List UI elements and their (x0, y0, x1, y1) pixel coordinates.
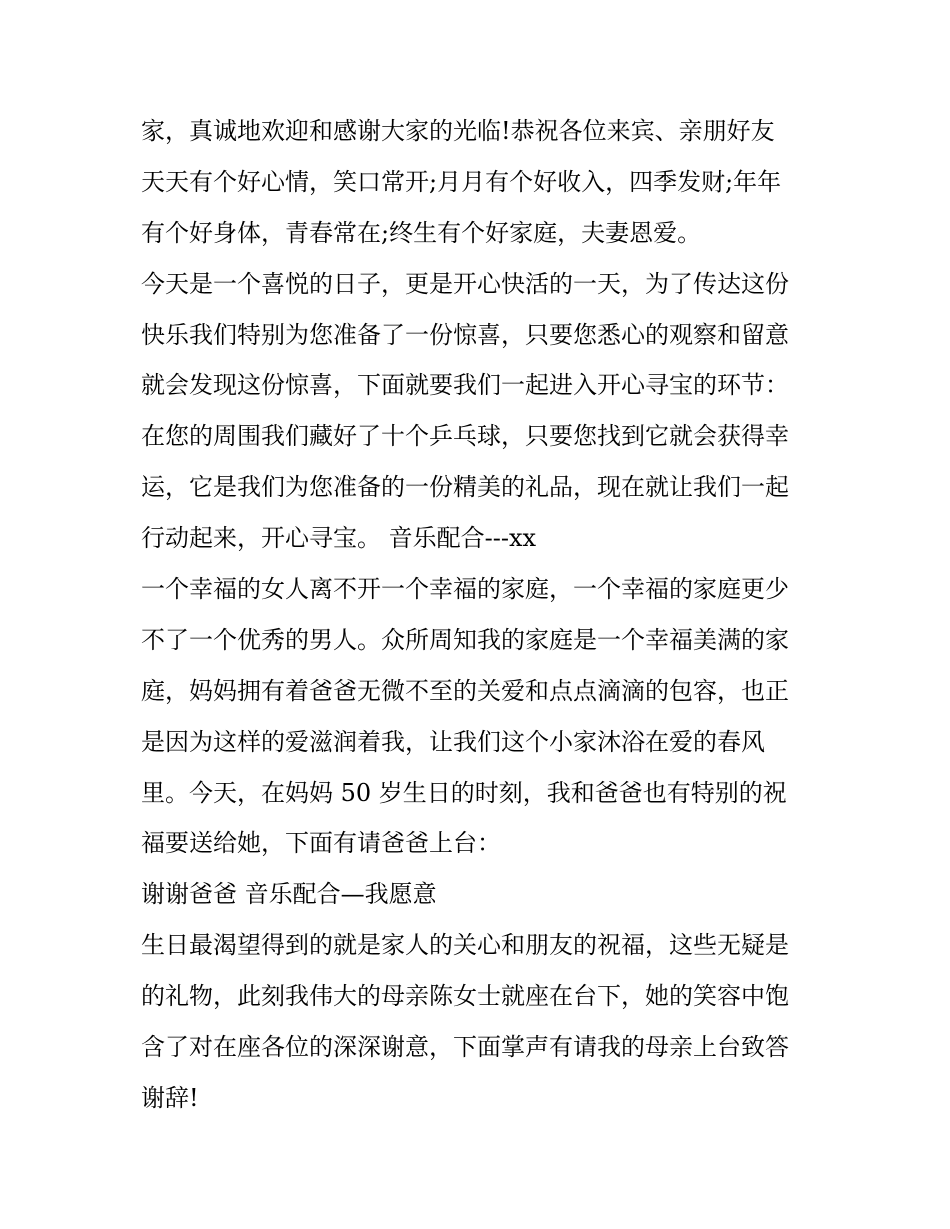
text-line: 快乐我们特别为您准备了一份惊喜，只要您悉心的观察和留意 (141, 320, 789, 349)
text-line: 含了对在座各位的深深谢意，下面掌声有请我的母亲上台致答 (141, 1033, 789, 1062)
text-line: 运，它是我们为您准备的一份精美的礼品，现在就让我们一起 (141, 473, 789, 502)
text-line: 一个幸福的女人离不开一个幸福的家庭，一个幸福的家庭更少 (141, 575, 789, 604)
text-line: 今天是一个喜悦的日子，更是开心快活的一天，为了传达这份 (141, 269, 789, 298)
text-line: 谢辞! (141, 1083, 199, 1112)
text-line: 就会发现这份惊喜，下面就要我们一起进入开心寻宝的环节： (141, 371, 789, 400)
text-line: 福要送给她，下面有请爸爸上台： (141, 829, 501, 858)
text-line: 不了一个优秀的男人。众所周知我的家庭是一个幸福美满的家 (141, 625, 789, 654)
text-line: 谢谢爸爸 音乐配合—我愿意 (141, 880, 437, 909)
text-line: 家，真诚地欢迎和感谢大家的光临!恭祝各位来宾、亲朋好友 (141, 117, 775, 145)
text-line: 是因为这样的爱滋润着我，让我们这个小家沐浴在爱的春风 (141, 727, 765, 756)
text-line: 庭，妈妈拥有着爸爸无微不至的关爱和点点滴滴的包容，也正 (141, 676, 789, 705)
text-line: 在您的周围我们藏好了十个乒乓球，只要您找到它就会获得幸 (141, 422, 789, 451)
document-body (141, 106, 821, 1124)
text-line: 的礼物，此刻我伟大的母亲陈女士就座在台下，她的笑容中饱 (141, 982, 789, 1011)
text-line: 里。今天，在妈妈 50 岁生日的时刻，我和爸爸也有特别的祝 (141, 778, 787, 807)
text-line: 有个好身体，青春常在;终生有个好家庭，夫妻恩爱。 (141, 218, 702, 247)
text-line: 生日最渴望得到的就是家人的关心和朋友的祝福，这些无疑是 (141, 931, 789, 960)
text-line: 天天有个好心情，笑口常开;月月有个好收入，四季发财;年年 (141, 167, 782, 196)
text-line: 行动起来，开心寻宝。 音乐配合---xx (141, 524, 537, 553)
